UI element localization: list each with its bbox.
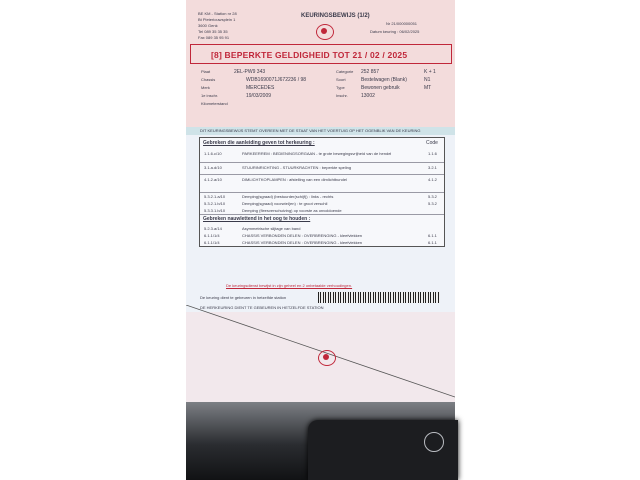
- mileage-value: 252 857: [361, 69, 380, 75]
- defect-code: 5.3.2.1.a/10: [204, 194, 226, 199]
- footer-bottom: DE HERKEURING DIENT TE GEBEUREN IN HETZELFDE STATION: [200, 305, 324, 310]
- watch-defects-title: Gebreken nauwlettend in het oog te houden :: [203, 216, 311, 222]
- inspection-certificate: [186, 0, 455, 402]
- document-number: Nr 21/000000051: [386, 21, 417, 26]
- vehicle-label: 1e inschr.: [201, 93, 219, 98]
- address-line: 3600 Genk: [198, 23, 218, 28]
- vehicle-label: Plaat: [201, 69, 211, 74]
- row-divider: [200, 162, 444, 163]
- defect-code-ref: 6.1.1: [428, 233, 437, 238]
- body-type-value: Bestelwagen (Blank): [361, 77, 407, 83]
- usage-value: Bewonen gebruik: [361, 85, 400, 91]
- defect-code-ref: 3.2.1: [428, 165, 437, 170]
- validity-banner: [190, 44, 452, 64]
- footer-note-2: De keuring dient te gebeuren in hetzelfde station: [200, 295, 287, 300]
- registration-code-value: 13002: [361, 93, 375, 99]
- defect-code-ref: 6.1.1: [428, 240, 437, 245]
- row-divider: [200, 214, 444, 215]
- defect-code-ref: 4.1.2: [428, 177, 437, 182]
- vehicle-label: Chassis: [201, 77, 216, 82]
- make-value: MERCEDES: [246, 85, 275, 91]
- address-line: Tel 089 35 35 35: [198, 29, 228, 34]
- statement-text: DIT KEURINGSBEWIJS STEMT OVEREEN MET DE STAAT VAN HET VOERTUIG OP HET OGENBLIK VAN DE KEURING: [200, 128, 421, 133]
- footer-note: De keuringsdienst bewijst in zijn geheel en 2 onbetaalde verhoudingen.: [226, 283, 353, 288]
- defect-text: Demping (fleesverschuiving) op voorste as onvoldoende: [242, 208, 342, 213]
- defect-text: Asymmetrische slijtage van band: [242, 226, 301, 231]
- defect-code: 5.2.3.a/14: [204, 226, 222, 231]
- defect-code-ref: 1.1.6: [428, 151, 437, 156]
- vehicle-right-label: Inschr.: [336, 93, 348, 98]
- defects-title: Gebreken die aanleiding geven tot herkeuring :: [203, 140, 315, 146]
- star-logo-icon: [424, 432, 444, 452]
- defect-text: DIMLICHTKOPLAMPEN : afstelling van een dimlichtbundel: [242, 177, 347, 182]
- vehicle-label: Kilometerstand: [201, 101, 228, 106]
- first-registration-value: 19/03/2009: [246, 93, 272, 99]
- barcode: [318, 292, 440, 303]
- defect-text: Demping(sgraad) voorwiel(en) : te groot verschil: [242, 201, 328, 206]
- category-code: MT: [424, 85, 432, 91]
- defect-text: PARKEERREM : BEDIENINGSORGAAN - te grote bewegingsvrijheid van de hendel: [242, 151, 392, 156]
- document-title: KEURINGSBEWIJS (1/2): [301, 13, 370, 19]
- defect-code: 1.1.6.c/10: [204, 151, 222, 156]
- row-divider: [200, 192, 444, 193]
- plate-value: 2EL-PW9 343: [234, 69, 266, 75]
- defect-code: 4.1.2.a/10: [204, 177, 222, 182]
- seal-stamp-icon: [316, 24, 334, 40]
- address-line: Fax 089 35 95 91: [198, 35, 230, 40]
- address-line: Bt Pieteriouwsplein 1: [198, 17, 236, 22]
- defect-code: 6.1.1/1/4: [204, 240, 220, 245]
- defect-text: STUURINRICHTING - STUURKRACHTEN : beperkte speling: [242, 165, 352, 170]
- code-header: Code: [426, 140, 438, 146]
- address-line: BE KM - Station nr 28: [198, 11, 237, 16]
- validity-text: [8] BEPERKTE GELDIGHEID TOT 21 / 02 / 2025: [211, 50, 408, 60]
- vehicle-label: Merk: [201, 85, 210, 90]
- chassis-value: WDB1690071J672236 / 98: [246, 77, 307, 83]
- vehicle-right-label: Soort: [336, 77, 346, 82]
- defect-text: CHASSIS VERBONDEN DELEN : OVERBRENGING - kleefvlekken: [242, 233, 363, 238]
- seal-stamp-icon: [318, 350, 336, 366]
- defect-code-ref: 5.3.2: [428, 194, 437, 199]
- background-left: [0, 0, 186, 480]
- vehicle-right-label: Type: [336, 85, 345, 90]
- inspection-date: Datum keuring : 06/02/2025: [370, 29, 420, 34]
- category-code: N1: [424, 77, 431, 83]
- defect-code: 6.1.1/1/4: [204, 233, 220, 238]
- defect-code: 5.3.2.1.b/10: [204, 201, 226, 206]
- defect-code: 3.1.a.d/10: [204, 165, 222, 170]
- category-code: K + 1: [424, 69, 436, 75]
- background-right: [455, 0, 640, 480]
- defect-text: Demping(sgraad) (bestuurder(schijf)) : links - rechts: [242, 194, 334, 199]
- row-divider: [200, 174, 444, 175]
- defect-code-ref: 5.3.2: [428, 201, 437, 206]
- car-key: [308, 420, 458, 480]
- defect-code: 5.3.3.1.b/10: [204, 208, 226, 213]
- vehicle-right-label: Categorie: [336, 69, 354, 74]
- defect-text: CHASSIS VERBONDEN DELEN : OVERBRENGING - kleefvlekken: [242, 240, 363, 245]
